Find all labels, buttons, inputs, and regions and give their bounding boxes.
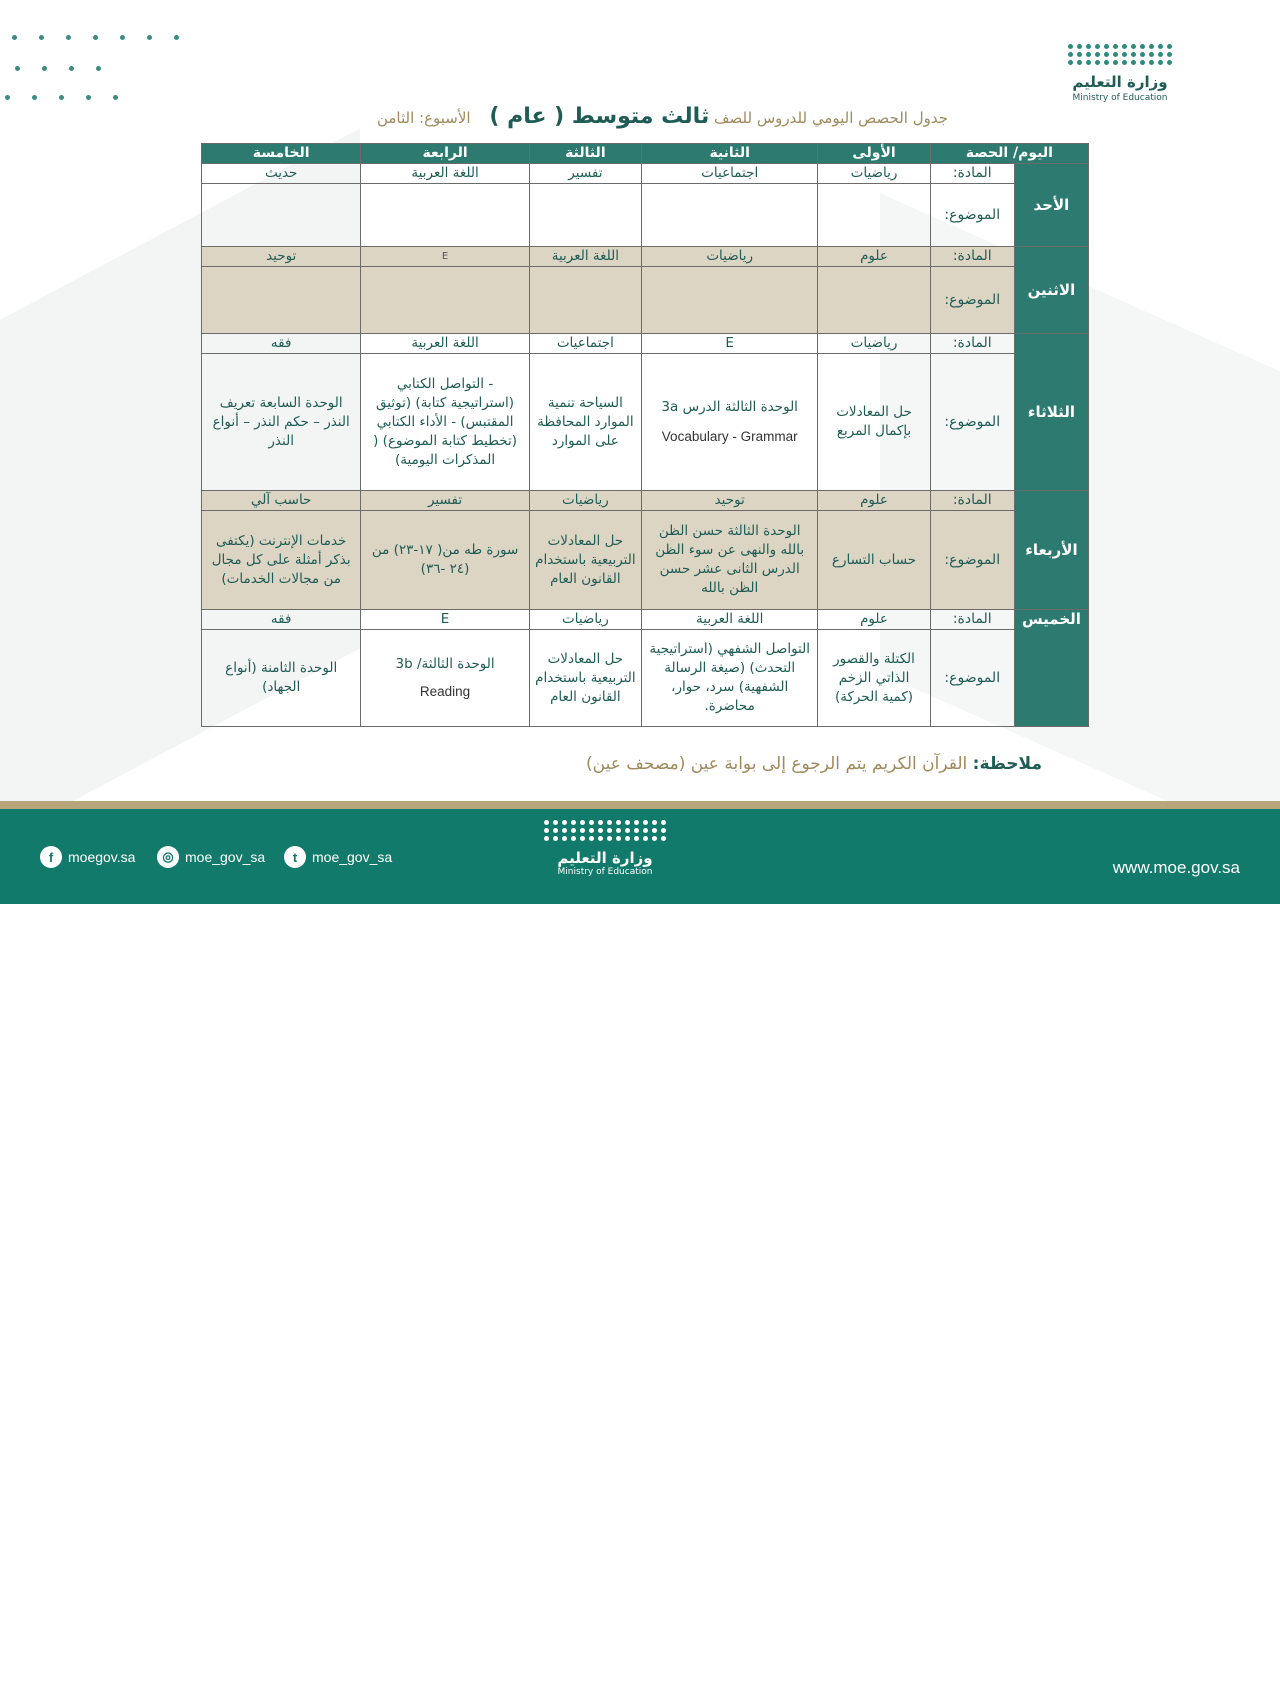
topic-cell	[818, 267, 930, 334]
subject-cell: حديث	[202, 164, 361, 184]
ministry-name-ar: وزارة التعليم	[557, 849, 653, 867]
table-row	[202, 630, 1089, 727]
subject-cell: اجتماعيات	[529, 334, 641, 354]
subject-cell: اللغة العربية	[361, 164, 529, 184]
schedule-table	[201, 143, 1089, 727]
subject-label: المادة:	[930, 334, 1014, 354]
week-value: الثامن	[376, 109, 415, 127]
ministry-mark-icon	[530, 820, 680, 841]
subject-cell: توحيد	[642, 491, 818, 511]
subject-cell: اللغة العربية	[642, 610, 818, 630]
topic-cell	[361, 267, 529, 334]
subject-cell: فقه	[202, 610, 361, 630]
subject-cell: رياضيات	[529, 610, 641, 630]
instagram-handle: moe_gov_sa	[185, 849, 266, 865]
topic-cell	[818, 184, 930, 247]
ministry-name-ar: وزارة التعليم	[1072, 73, 1168, 91]
day-name: الاثنين	[1014, 247, 1088, 334]
subject-cell: علوم	[818, 610, 930, 630]
facebook-link[interactable]	[40, 846, 135, 868]
topic-cell: حل المعادلات التربيعية باستخدام القانون العام	[529, 511, 641, 610]
note-label: ملاحظة:	[972, 754, 1042, 774]
ministry-name-en: Ministry of Education	[557, 867, 653, 877]
table-row	[202, 610, 1089, 630]
header-period-2: الثانية	[642, 144, 818, 164]
subject-cell: اجتماعيات	[642, 164, 818, 184]
topic-cell: حساب التسارع	[818, 511, 930, 610]
facebook-icon: f	[40, 846, 62, 868]
subject-cell: رياضيات	[529, 491, 641, 511]
topic-cell	[529, 184, 641, 247]
day-name: الأحد	[1014, 164, 1088, 247]
topic-label: الموضوع:	[930, 511, 1014, 610]
subject-cell: E	[361, 610, 529, 630]
twitter-link[interactable]	[284, 846, 392, 868]
facebook-handle: moegov.sa	[68, 849, 136, 865]
table-row	[202, 267, 1089, 334]
ministry-name-en: Ministry of Education	[1072, 93, 1168, 103]
table-row	[202, 164, 1089, 184]
topic-cell: التواصل الشفهي (استراتيجية التحدث) (صيغة الرسالة الشفهية) سرد، حوار، محاضرة.	[642, 630, 818, 727]
topic-cell: سورة طه من( ١٧-٢٣) من (٢٤ -٣٦)	[361, 511, 529, 610]
title-prefix: جدول الحصص اليومي للدروس للصف	[714, 109, 948, 127]
header-day-period: اليوم/ الحصة	[930, 144, 1088, 164]
topic-extra-en: Vocabulary - Grammar	[661, 428, 798, 444]
topic-cell: الوحدة السابعة تعريف النذر – حكم النذر – أنواع النذر	[202, 354, 361, 491]
topic-cell: الوحدة الثامنة (أنواع الجهاد)	[202, 630, 361, 727]
subject-cell: تفسير	[361, 491, 529, 511]
twitter-icon: t	[284, 846, 306, 868]
footnote	[540, 754, 1042, 774]
subject-cell: علوم	[818, 491, 930, 511]
subject-cell: فقه	[202, 334, 361, 354]
decorative-dots	[0, 0, 200, 110]
ministry-logo	[1065, 44, 1175, 103]
table-row	[202, 184, 1089, 247]
divider	[0, 801, 1280, 809]
table-header-row	[202, 144, 1089, 164]
subject-cell: رياضيات	[642, 247, 818, 267]
header-period-5: الخامسة	[202, 144, 361, 164]
table-row	[202, 247, 1089, 267]
topic-cell: خدمات الإنترنت (يكتفى بذكر أمثلة على كل مجال من مجالات الخدمات)	[202, 511, 361, 610]
subject-label: المادة:	[930, 247, 1014, 267]
table-row	[202, 511, 1089, 610]
instagram-icon: ◎	[157, 846, 179, 868]
footer-ministry-logo	[530, 820, 680, 877]
header-period-3: الثالثة	[529, 144, 641, 164]
subject-cell: E	[361, 247, 529, 267]
day-name: الخميس	[1014, 610, 1088, 727]
topic-cell	[361, 630, 529, 727]
ministry-mark-icon	[1065, 44, 1175, 65]
topic-cell: الوحدة الثالثة حسن الظن بالله والنهى عن سوء الظن الدرس الثانى عشر حسن الظن بالله	[642, 511, 818, 610]
subject-label: المادة:	[930, 164, 1014, 184]
topic-cell	[529, 267, 641, 334]
table-row	[202, 491, 1089, 511]
subject-label: المادة:	[930, 610, 1014, 630]
topic-label: الموضوع:	[930, 630, 1014, 727]
header-period-1: الأولى	[818, 144, 930, 164]
decorative-dots	[1140, 1627, 1270, 1707]
topic-cell	[642, 184, 818, 247]
page-title	[348, 104, 948, 129]
topic-cell: السياحة تنمية الموارد المحافظة على الموارد	[529, 354, 641, 491]
subject-cell: حاسب آلي	[202, 491, 361, 511]
subject-label: المادة:	[930, 491, 1014, 511]
topic-extra-en: Reading	[419, 683, 471, 699]
topic-text: الوحدة الثالثة/ 3b	[395, 655, 495, 672]
topic-text: الوحدة الثالثة الدرس 3a	[661, 398, 798, 415]
website-link[interactable]: www.moe.gov.sa	[1112, 858, 1240, 877]
twitter-handle: moe_gov_sa	[312, 849, 393, 865]
topic-cell	[361, 184, 529, 247]
day-name: الثلاثاء	[1014, 334, 1088, 491]
subject-cell: توحيد	[202, 247, 361, 267]
topic-cell	[642, 267, 818, 334]
topic-label: الموضوع:	[930, 184, 1014, 247]
topic-cell	[202, 184, 361, 247]
subject-cell: اللغة العربية	[529, 247, 641, 267]
topic-cell: حل المعادلات التربيعية باستخدام القانون العام	[529, 630, 641, 727]
topic-label: الموضوع:	[930, 354, 1014, 491]
note-text: القرآن الكريم يتم الرجوع إلى بوابة عين (مصحف عين)	[586, 754, 968, 774]
title-grade: ثالث متوسط ( عام )	[489, 104, 710, 129]
topic-cell: الكتلة والقصور الذاتي الزخم (كمية الحركة)	[818, 630, 930, 727]
subject-cell: تفسير	[529, 164, 641, 184]
subject-cell: رياضيات	[818, 334, 930, 354]
week-label: الأسبوع:	[419, 109, 471, 127]
topic-cell: حل المعادلات بإكمال المربع	[818, 354, 930, 491]
instagram-link[interactable]	[157, 846, 265, 868]
table-row	[202, 334, 1089, 354]
subject-cell: اللغة العربية	[361, 334, 529, 354]
topic-label: الموضوع:	[930, 267, 1014, 334]
subject-cell: رياضيات	[818, 164, 930, 184]
topic-cell	[202, 267, 361, 334]
day-name: الأربعاء	[1014, 491, 1088, 610]
table-row	[202, 354, 1089, 491]
subject-cell: E	[642, 334, 818, 354]
topic-cell	[642, 354, 818, 491]
header-period-4: الرابعة	[361, 144, 529, 164]
topic-cell: - التواصل الكتابي (استراتيجية كتابة) (توثيق المقتبس) - الأداء الكتابي (تخطيط كتابة الموضوع) ( المذكرات اليومية)	[361, 354, 529, 491]
subject-cell: علوم	[818, 247, 930, 267]
